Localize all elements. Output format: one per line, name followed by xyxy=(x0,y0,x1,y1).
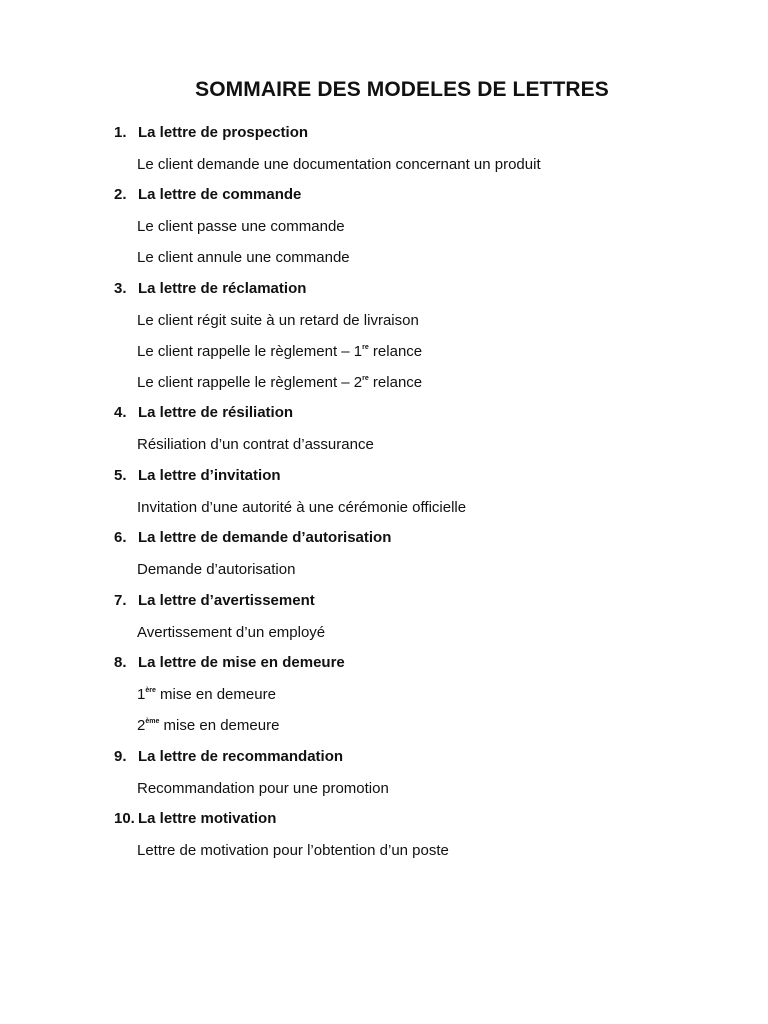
ordinal-superscript: ème xyxy=(145,718,160,725)
section-item: Lettre de motivation pour l’obtention d’un poste xyxy=(137,842,449,859)
section-title: La lettre de mise en demeure xyxy=(138,654,345,671)
section-title: La lettre de prospection xyxy=(138,124,309,141)
section-title: La lettre de recommandation xyxy=(138,748,344,765)
section-title: La lettre de demande d’autorisation xyxy=(138,529,392,546)
section-item: Avertissement d’un employé xyxy=(137,624,326,641)
ordinal-superscript: re xyxy=(362,375,369,382)
section-item xyxy=(137,374,422,391)
section-item xyxy=(137,343,422,360)
section-item: Recommandation pour une promotion xyxy=(137,780,389,797)
document-title: SOMMAIRE DES MODELES DE LETTRES xyxy=(195,78,609,101)
item-text: mise en demeure xyxy=(155,686,276,703)
item-text: relance xyxy=(368,343,423,360)
section-title: La lettre motivation xyxy=(138,810,277,827)
item-text: relance xyxy=(368,374,423,391)
section-title: La lettre de résiliation xyxy=(138,404,294,421)
section-number: 6. xyxy=(114,529,127,546)
section-item: Le client passe une commande xyxy=(137,218,345,235)
section-item: Invitation d’une autorité à une cérémonie officielle xyxy=(137,499,467,516)
item-text: 2 xyxy=(137,717,146,734)
ordinal-superscript: re xyxy=(362,344,369,351)
section-number: 4. xyxy=(114,404,127,421)
section-number: 7. xyxy=(114,592,127,609)
item-text: 1 xyxy=(137,686,146,703)
section-item: Résiliation d’un contrat d’assurance xyxy=(137,436,374,453)
section-item: Le client annule une commande xyxy=(137,249,350,266)
section-title: La lettre d’invitation xyxy=(138,467,281,484)
section-item: Le client régit suite à un retard de livraison xyxy=(137,312,419,329)
item-text: Le client rappelle le règlement – 2 xyxy=(137,374,363,391)
section-item xyxy=(137,686,276,703)
section-number: 9. xyxy=(114,748,127,765)
section-number: 10. xyxy=(114,810,135,827)
section-item xyxy=(137,717,279,734)
ordinal-superscript: ère xyxy=(145,687,156,694)
item-text: mise en demeure xyxy=(159,717,280,734)
section-title: La lettre d’avertissement xyxy=(138,592,315,609)
section-number: 2. xyxy=(114,186,127,203)
section-number: 5. xyxy=(114,467,127,484)
section-title: La lettre de commande xyxy=(138,186,302,203)
section-number: 3. xyxy=(114,280,127,297)
section-number: 8. xyxy=(114,654,127,671)
section-number: 1. xyxy=(114,124,127,141)
item-text: Le client rappelle le règlement – 1 xyxy=(137,343,363,360)
section-title: La lettre de réclamation xyxy=(138,280,307,297)
section-item: Le client demande une documentation concernant un produit xyxy=(137,156,541,173)
section-item: Demande d’autorisation xyxy=(137,561,296,578)
